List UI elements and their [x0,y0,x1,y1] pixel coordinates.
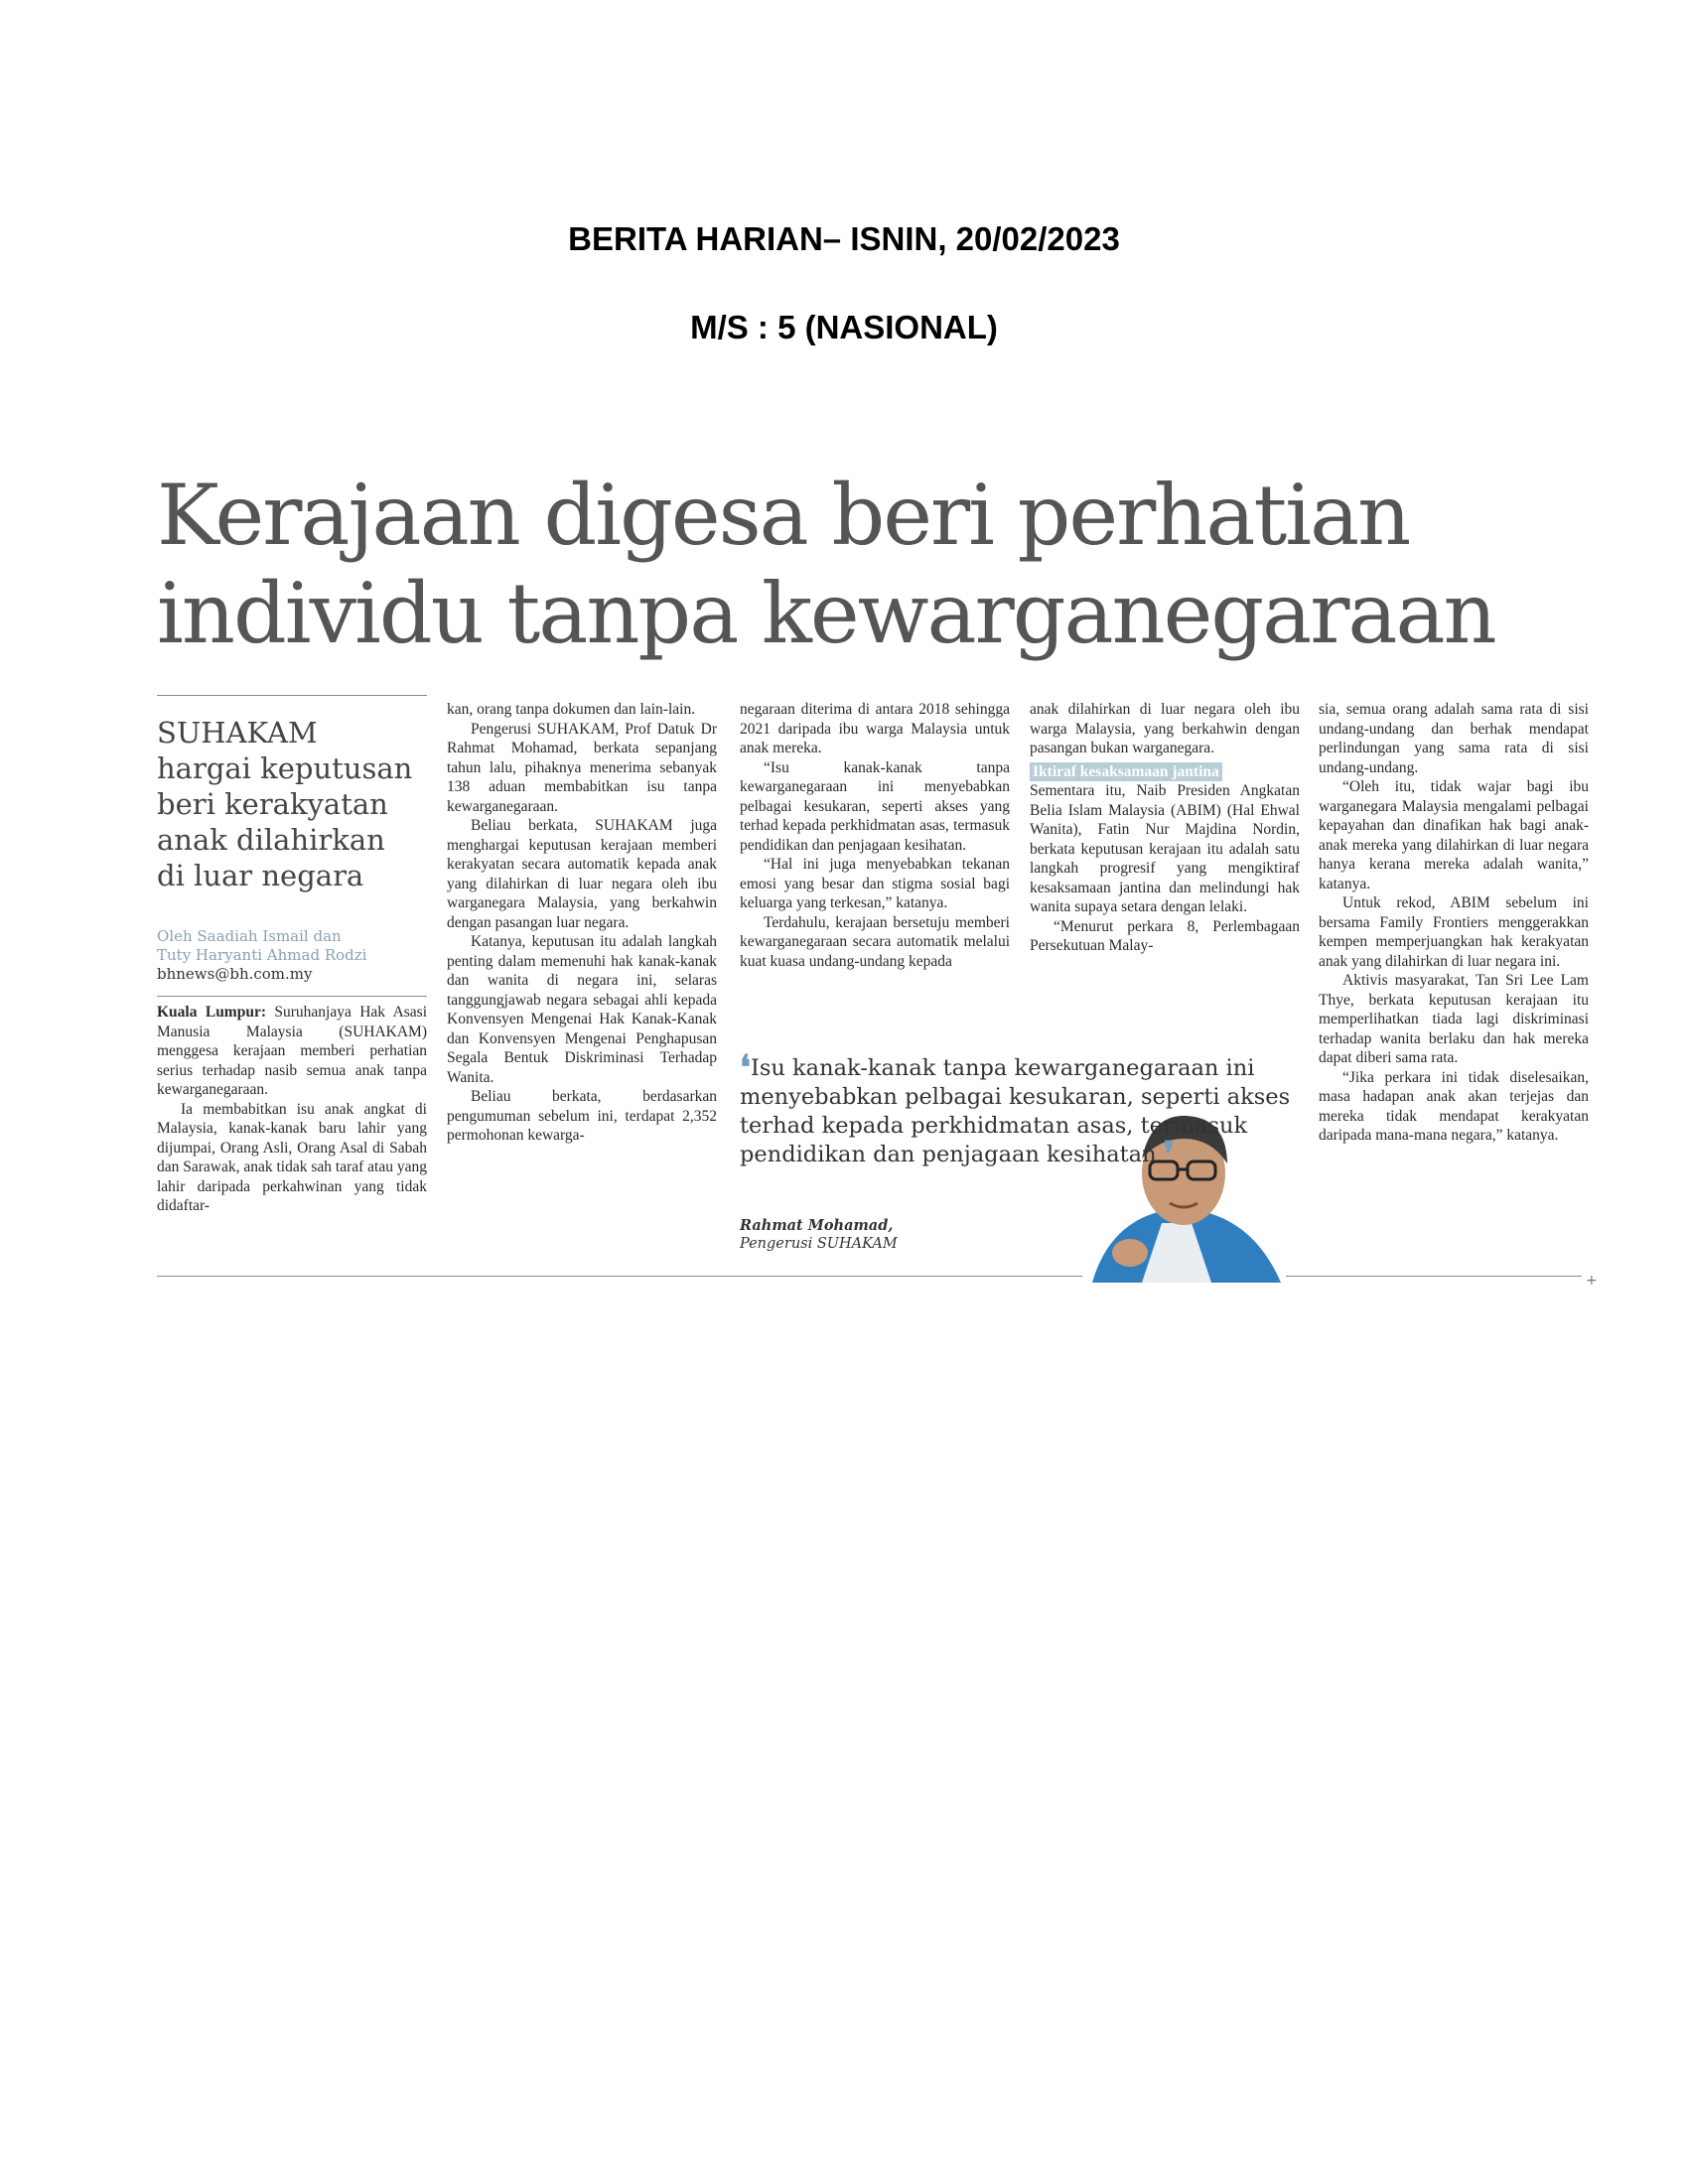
article-paragraph: Sementara itu, Naib Presiden Angkatan Belia Islam Malaysia (ABIM) (Hal Ehwal Wanita), Fatin Nur Majdina Nordin, berkata keputusan kerajaan itu adalah satu langkah progresif yang mengiktiraf kesaksamaan jantina dan melindungi hak wanita supaya setara dengan lelaki. [1030,782,1300,915]
article-paragraph: kan, orang tanpa dokumen dan lain-lain. [447,701,696,718]
column-4 [1030,700,1300,956]
clipping-header-publication: BERITA HARIAN– ISNIN, 20/02/2023 [568,220,1120,257]
article-paragraph: Untuk rekod, ABIM sebelum ini bersama Family Frontiers menggerakkan kempen memperjuangkan hak kerakyatan anak yang dilahirkan di luar negara ini. [1319,894,1589,970]
article-paragraph: “Jika perkara ini tidak diselesaikan, masa hadapan anak akan terjejas dan mereka tidak mendapat kerakyatan daripada mana-mana negara,” katanya. [1319,1068,1589,1144]
byline-email: bhnews@bh.com.my [157,965,313,983]
pull-quote-body: Isu kanak-kanak tanpa kewarganegaraan ini menyebabkan pelbagai kesukaran, seperti akses terhad kepada perkhidmatan asas, termasuk pendidikan dan penjagaan kesihatan [740,1055,1291,1167]
article-paragraph: Pengerusi SUHAKAM, Prof Datuk Dr Rahmat Mohamad, berkata sepanjang tahun lalu, pihaknya menerima sebanyak 138 aduan membabitkan isu tanpa kewarganegaraan. [447,720,717,815]
open-quote-icon: ❛ [740,1048,751,1088]
article-paragraph: “Oleh itu, tidak wajar bagi ibu warganegara Malaysia mengalami pelbagai kepayahan dan dinafikan hak bagi anak-anak mereka yang dilahirkan di luar negara hanya kerana mereka adalah wanita,” katanya. [1319,778,1589,892]
article-paragraph: Beliau berkata, berdasarkan pengumuman sebelum ini, terdapat 2,352 permohonan kewarga- [447,1088,717,1144]
section-heading: Iktiraf kesaksamaan jantina [1030,762,1222,781]
pull-quote [740,1048,1296,1288]
subhead [157,715,427,893]
article-paragraph: Ia membabitkan isu anak angkat di Malaysia, kanak-kanak baru lahir yang dijumpai, Orang Asli, Orang Asal di Sabah dan Sarawak, anak tidak sah taraf atau yang lahir daripada perkahwinan yang tidak didaftar- [157,1100,427,1214]
headline-line-2: individu tanpa kewarganegaraan [157,565,1495,662]
pull-quote-attribution [740,1217,898,1253]
pull-quote-title: Pengerusi SUHAKAM [740,1236,898,1252]
end-mark: + [1586,1273,1598,1289]
subhead-line: anak dilahirkan [157,823,385,857]
article-paragraph: “Hal ini juga menyebabkan tekanan emosi yang besar dan stigma sosial bagi keluarga yang terkesan,” katanya. [740,856,1010,911]
byline-rule [157,996,427,997]
article-paragraph: negaraan diterima di antara 2018 sehingga 2021 daripada ibu warga Malaysia untuk anak mereka. [740,701,1010,756]
pull-quote-text [740,1048,1296,1174]
pull-quote-name: Rahmat Mohamad, [740,1217,894,1234]
column-2 [447,700,717,1146]
column-3 [740,700,1010,971]
article-paragraph: “Isu kanak-kanak tanpa kewarganegaraan ini menyebabkan pelbagai kesukaran, seperti akses yang terhad kepada perkhidmatan asas, termasuk pendidikan dan penjagaan kesihatan. [740,758,1010,854]
article-paragraph: sia, semua orang adalah sama rata di sisi undang-undang dan berhak mendapat perlindungan yang sama rata di sisi undang-undang. [1319,701,1589,776]
article-paragraph: “Menurut perkara 8, Perlembagaan Persekutuan Malay- [1030,917,1300,954]
subhead-line: beri kerakyatan [157,787,388,821]
article-paragraph: Beliau berkata, SUHAKAM juga menghargai keputusan kerajaan memberi kerakyatan secara automatik kepada anak yang dilahirkan di luar negara oleh ibu warganegara Malaysia, yang berkahwin dengan pasangan luar negara. [447,817,717,931]
byline-1: Oleh Saadiah Ismail dan [157,927,342,945]
article-paragraph: anak dilahirkan di luar negara oleh ibu warga Malaysia, yang berkahwin dengan pasangan bukan warganegara. [1030,701,1300,756]
headline-line-1: Kerajaan digesa beri perhatian [157,467,1410,564]
article-paragraph: Aktivis masyarakat, Tan Sri Lee Lam Thye, berkata keputusan kerajaan itu memperlihatkan tiada lagi diskriminasi terhadap wanita berlaku dan hak mereka dapat diberi sama rata. [1319,972,1589,1066]
dateline: Kuala Lumpur: [157,1004,267,1021]
article-paragraph [157,1003,427,1100]
article-paragraph: Terdahulu, kerajaan bersetuju memberi kewarganegaraan secara automatik melalui kuat kuasa undang-undang kepada [740,913,1010,970]
close-quote-icon: ❜ [1163,1135,1175,1174]
clipping-header-page: M/S : 5 (NASIONAL) [690,309,998,345]
subhead-line: hargai keputusan [157,751,413,785]
article-paragraph: Katanya, keputusan itu adalah langkah penting dalam memenuhi hak kanak-kanak dan wanita di negara ini, selaras tanggungjawab negara sebagai ahli kepada Konvensyen Mengenai Hak Kanak-Kanak dan Konvensyen Mengenai Penghapusan Segala Bentuk Diskriminasi Terhadap Wanita. [447,933,717,1086]
column-5 [1319,700,1589,1146]
headline [157,467,1567,663]
subhead-line: di luar negara [157,859,364,892]
column-1 [157,695,427,1216]
byline-2: Tuty Haryanti Ahmad Rodzi [157,946,367,964]
article-text: Suruhanjaya Hak Asasi Manusia Malaysia (SUHAKAM) menggesa kerajaan memberi perhatian serius terhadap nasib semua anak tanpa kewarganegaraan. [157,1004,428,1098]
subhead-line: SUHAKAM [157,716,318,750]
